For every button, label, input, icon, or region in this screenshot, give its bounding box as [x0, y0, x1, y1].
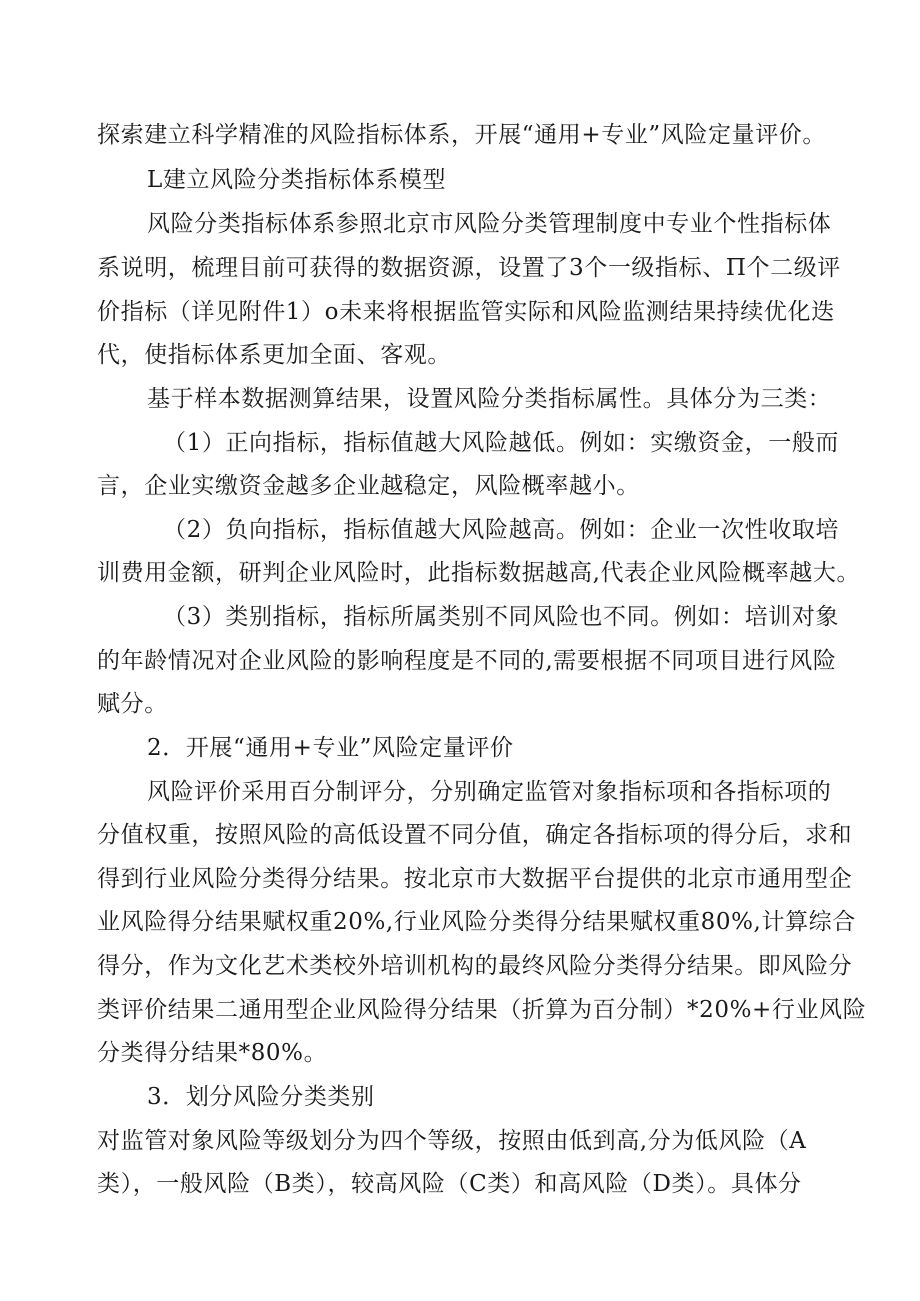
paragraph-line: 风险评价采用百分制评分，分别确定监管对象指标项和各指标项的: [147, 779, 832, 805]
paragraph-line: 对监管对象风险等级划分为四个等级，按照由低到高,分为低风险（A: [97, 1128, 807, 1154]
paragraph-line: 类），一般风险（B类），较高风险（C类）和高风险（D类）。具体分: [97, 1171, 802, 1197]
paragraph-line: 分值权重，按照风险的高低设置不同分值，确定各指标项的得分后，求和: [97, 822, 853, 848]
paragraph-line: 基于样本数据测算结果，设置风险分类指标属性。具体分为三类：: [147, 386, 832, 412]
paragraph-line: 言，企业实缴资金越多企业越稳定，风险概率越小。: [97, 473, 640, 499]
list-item-line: （1）正向指标，指标值越大风险越低。例如：实缴资金，一般而: [163, 430, 840, 456]
section-heading: 3．划分风险分类类别: [147, 1084, 375, 1110]
paragraph-line: 业风险得分结果赋权重20%,行业风险分类得分结果赋权重80%,计算综合: [97, 909, 856, 935]
paragraph-line: 风险分类指标体系参照北京市风险分类管理制度中专业个性指标体: [147, 211, 832, 237]
paragraph-line: 系说明，梳理目前可获得的数据资源，设置了3个一级指标、Π个二级评: [97, 255, 841, 281]
paragraph-line: 类评价结果二通用型企业风险得分结果（折算为百分制）*20%+行业风险: [97, 997, 867, 1023]
paragraph-line: 得分，作为文化艺术类校外培训机构的最终风险分类得分结果。即风险分: [97, 953, 853, 979]
section-heading: 2．开展“通用+专业”风险定量评价: [147, 735, 514, 761]
list-item-line: （3）类别指标，指标所属类别不同风险也不同。例如：培训对象: [163, 604, 840, 630]
list-item-line: （2）负向指标，指标值越大风险越高。例如：企业一次性收取培: [163, 517, 840, 543]
paragraph-line: 价指标（详见附件1）o未来将根据监管实际和风险监测结果持续优化迭: [97, 299, 835, 325]
paragraph-line: 代，使指标体系更加全面、客观。: [97, 342, 451, 368]
paragraph-line: 探索建立科学精准的风险指标体系，开展“通用+专业”风险定量评价。: [97, 122, 826, 148]
paragraph-line: 分类得分结果*80%。: [97, 1040, 328, 1066]
paragraph-line: 得到行业风险分类得分结果。按北京市大数据平台提供的北京市通用型企: [97, 866, 853, 892]
paragraph-line: 训费用金额，研判企业风险时，此指标数据越高,代表企业风险概率越大。: [97, 560, 861, 586]
paragraph-line: 赋分。: [97, 691, 168, 717]
section-heading: L建立风险分类指标体系模型: [147, 167, 447, 193]
paragraph-line: 的年龄情况对企业风险的影响程度是不同的,需要根据不同项目进行风险: [97, 648, 837, 674]
